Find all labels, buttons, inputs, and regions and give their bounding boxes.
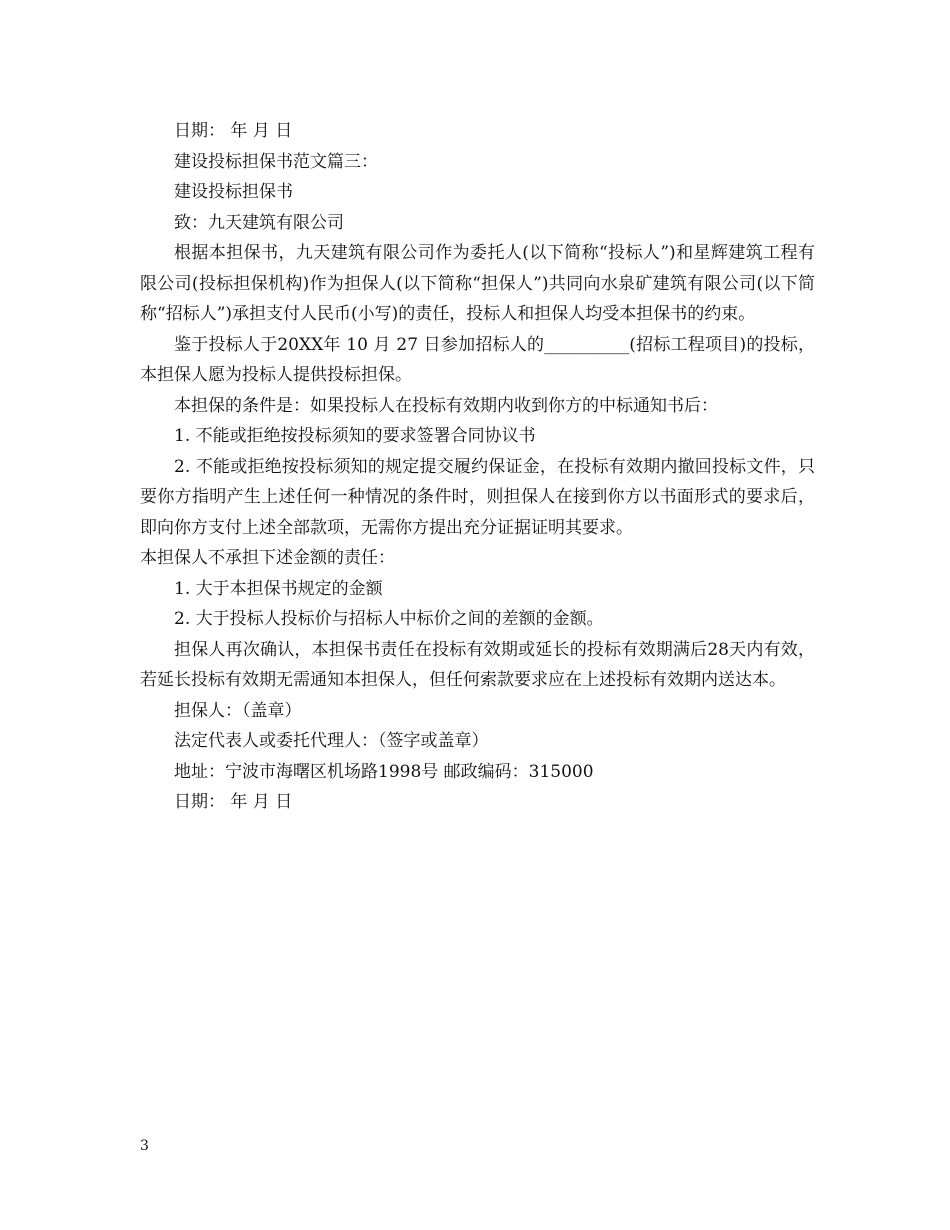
- exclusion-item-2: 2. 大于投标人投标价与招标人中标价之间的差额的金额。: [174, 609, 604, 629]
- paragraph-guarantee-basis: 根据本担保书，九天建筑有限公司作为委托人(以下简称“投标人”)和星辉建筑工程有限公司(投标担保机构)作为担保人(以下简称“担保人”)共同向水泉矿建筑有限公司(以下简称“招标人”)承担支付人民币(小写)的责任，投标人和担保人均受本担保书的约束。: [140, 243, 815, 324]
- document-body: [140, 116, 815, 818]
- document-title: 建设投标担保书: [174, 182, 293, 202]
- condition-item-1: 1. 不能或拒绝按投标须知的要求签署合同协议书: [174, 426, 536, 446]
- representative-signature-line: 法定代表人或委托代理人：（签字或盖章）: [174, 731, 489, 751]
- section-heading: 建设投标担保书范文篇三：: [174, 151, 378, 172]
- exclusion-item-1: 1. 大于本担保书规定的金额: [174, 578, 383, 599]
- paragraph-bid-participation: 鉴于投标人于20XX年 10 月 27 日参加招标人的__________(招标工程项目)的投标，本担保人愿为投标人提供投标担保。: [140, 334, 815, 385]
- date-line-top: 日期： 年 月 日: [174, 121, 293, 141]
- date-line-bottom: 日期： 年 月 日: [174, 792, 293, 812]
- condition-item-2: 2. 不能或拒绝按投标须知的规定提交履约保证金，在投标有效期内撤回投标文件，只要你方指明产生上述任何一种情况的条件时，则担保人在接到你方以书面形式的要求后，即向你方支付上述全部款项，无需你方提出充分证据证明其要求。: [140, 456, 815, 538]
- paragraph-conditions: 本担保的条件是：如果投标人在投标有效期内收到你方的中标通知书后：: [174, 395, 718, 416]
- address-line: 地址：宁波市海曙区机场路1998号 邮政编码：315000: [174, 761, 594, 782]
- paragraph-exclusions: 本担保人不承担下述金额的责任：: [140, 548, 395, 568]
- guarantor-seal-line: 担保人：（盖章）: [174, 700, 302, 721]
- paragraph-validity: 担保人再次确认，本担保书责任在投标有效期或延长的投标有效期满后28天内有效，若延长投标有效期无需通知本担保人，但任何索款要求应在上述投标有效期内送达本。: [140, 639, 815, 690]
- addressee: 致：九天建筑有限公司: [174, 212, 344, 233]
- page-number: 3: [140, 1138, 149, 1154]
